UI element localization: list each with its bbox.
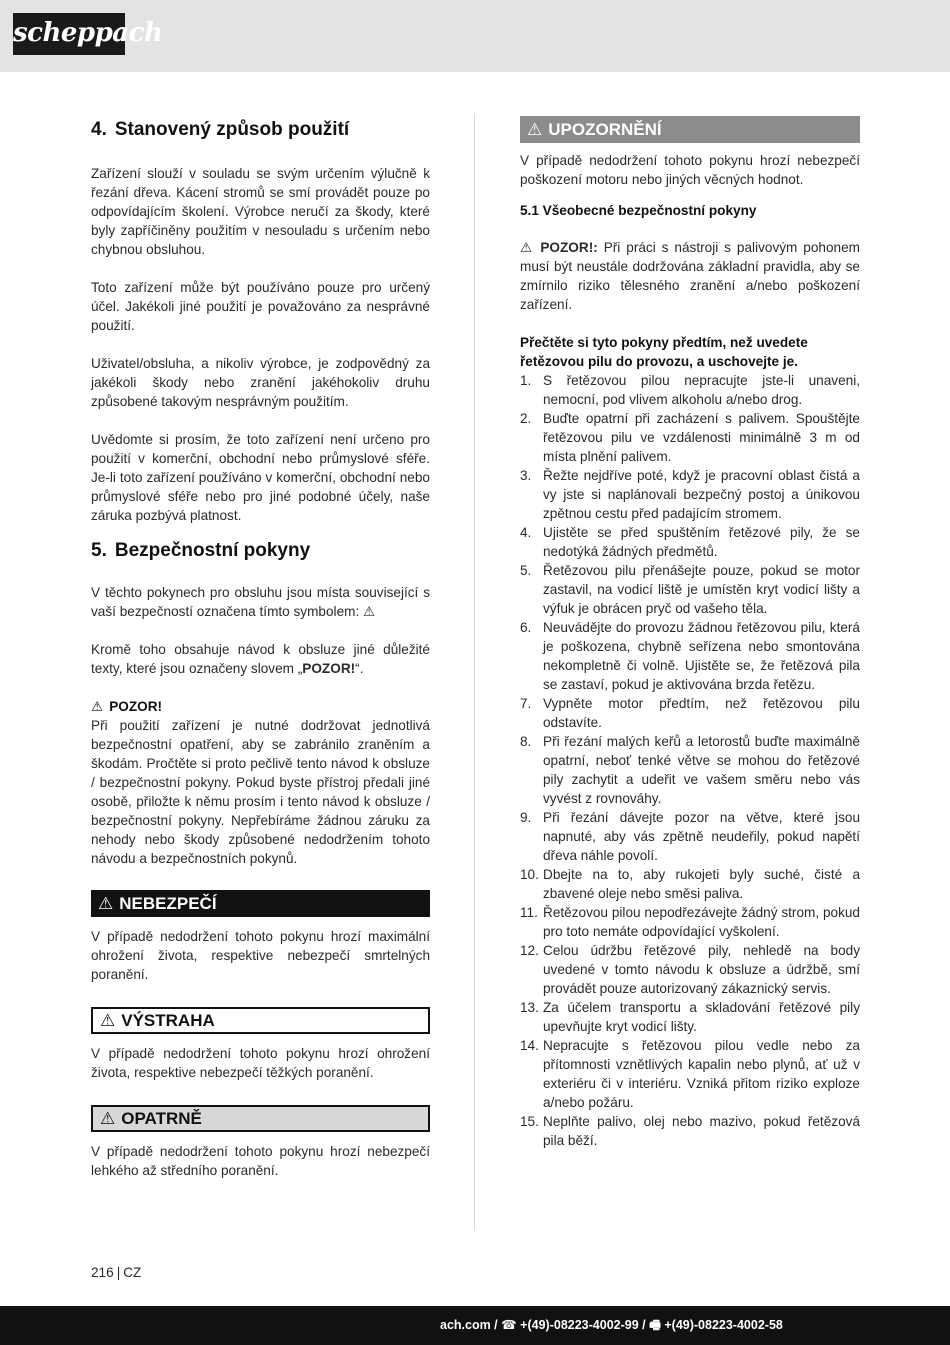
- intended-use-paragraph-4: Uvědomte si prosím, že toto zařízení není určeno pro použití v komerční, obchodní nebo průmyslové sféře. Je-li toto zařízení používáno v komerční, obchodní nebo průmyslové sféře nebo pro jiné podobné účely, naše záruka pozbývá platnost.: [91, 432, 430, 523]
- safety-rule-item: [520, 694, 860, 732]
- safety-rule-number: 12.: [520, 943, 539, 958]
- warning-triangle-icon: ⚠: [527, 120, 543, 139]
- safety-rule-item: [520, 998, 860, 1036]
- safety-rule-text: Buďte opatrní při zacházení s palivem. Spouštějte řetězovou pilu ve vzdálenosti minimálně 3 m od místa plnění palivem.: [543, 411, 860, 464]
- safety-rule-item: [520, 808, 860, 865]
- safety-rule-text: Řetězovou pilu přenášejte pouze, pokud se motor zastavil, na vodicí liště je umístěn kryt vodicí lišty a výfuk je obrácen pryč od vašeho těla.: [543, 563, 860, 616]
- warning-triangle-icon: ⚠: [91, 699, 104, 714]
- intended-use-paragraph-3: Uživatel/obsluha, a nikoliv výrobce, je zodpovědný za jakékoli škody nebo zranění jakéhokoliv druhu způsobené takovým nesprávným použitím.: [91, 356, 430, 409]
- safety-rule-item: [520, 903, 860, 941]
- general-pozor-paragraph: [520, 238, 860, 314]
- safety-rule-text: S řetězovou pilou nepracujte jste-li unaveni, nemocní, pod vlivem alkoholu a/nebo drog.: [543, 373, 860, 407]
- pozor-paragraph: Při použití zařízení je nutné dodržovat jednotlivá bezpečnostní opatření, aby se zabránilo zraněním a škodám. Pročtěte si proto pečlivě tento návod k obsluze / bezpečnostní pokyny. Pokud byste přístroj předali jiné osobě, přiložte k němu prosím i tento návod k obsluze / bezpečnostní pokyny. Nepřebíráme žádnou záruku za nehody nebo škody způsobené nedodržením tohoto návodu a bezpečnostních pokynů.: [91, 718, 430, 866]
- safety-rule-number: 4.: [520, 525, 532, 540]
- warning-triangle-icon: ⚠: [100, 1109, 116, 1128]
- contact-info: ach.com / ☎ +(49)-08223-4002-99 / 🖷 +(49)-08223-4002-58: [440, 1318, 783, 1332]
- page-number: 216: [91, 1265, 114, 1280]
- right-column: [520, 114, 860, 1150]
- nebezpeci-label: NEBEZPEČÍ: [119, 894, 217, 913]
- section-4-title: Stanovený způsob použití: [114, 119, 350, 140]
- safety-rule-number: 7.: [520, 696, 532, 711]
- opatrne-label: OPATRNĚ: [121, 1109, 202, 1128]
- nebezpeci-paragraph: V případě nedodržení tohoto pokynu hrozí maximální ohrožení života, respektive nebezpečí smrtelných poranění.: [91, 929, 430, 982]
- read-first-heading: Přečtěte si tyto pokyny předtím, než uvedete řetězovou pilu do provozu, a uschovejte je.: [520, 335, 808, 369]
- vystraha-paragraph: V případě nedodržení tohoto pokynu hrozí ohrožení života, respektive nebezpečí těžkých poranění.: [91, 1046, 430, 1080]
- safety-rule-text: Celou údržbu řetězové pily, nehledě na body uvedené v tomto návodu k obsluze a údržbě, smí provádět pouze autorizovaný zákaznický servis.: [543, 943, 860, 996]
- safety-symbol-paragraph: V těchto pokynech pro obsluhu jsou místa související s vaší bezpečností označena tímto symbolem: ⚠: [91, 585, 430, 619]
- general-pozor-label: POZOR!:: [540, 240, 598, 255]
- safety-rule-number: 1.: [520, 373, 532, 388]
- upozorneni-banner: [520, 116, 860, 143]
- safety-rule-item: [520, 371, 860, 409]
- pozor-word-text-end: “.: [355, 661, 364, 676]
- warning-triangle-icon: ⚠: [520, 240, 535, 255]
- section-5-number: 5.: [91, 540, 107, 561]
- warning-triangle-icon: ⚠: [98, 894, 114, 913]
- intended-use-paragraph-1: Zařízení slouží v souladu se svým určením výlučně k řezání dřeva. Kácení stromů se smí provádět pouze po odpovídajícím školení. Výrobce neručí za škody, které byly zapříčiněny použitím v nesouladu s určením nebo chybnou obsluhou.: [91, 166, 430, 257]
- general-pozor-text: Při práci s nástroji s palivovým pohonem musí být neustále dodržována základní pravidla, aby se zmírnilo riziko tělesného zranění a/nebo poškození zařízení.: [520, 240, 860, 312]
- safety-rule-number: 9.: [520, 810, 532, 825]
- safety-rule-number: 6.: [520, 620, 532, 635]
- safety-rule-number: 5.: [520, 563, 532, 578]
- scheppach-logo: scheppach: [13, 13, 125, 55]
- safety-rule-text: Ujistěte se před spuštěním řetězové pily, že se nedotýká žádných předmětů.: [543, 525, 860, 559]
- safety-rule-number: 10.: [520, 867, 539, 882]
- safety-rule-text: Při řezání malých keřů a letorostů buďte maximálně opatrní, neboť tenké větve se mohou do řetězové pily zachytit a udeřit ve vašem směru nebo vás vyvést z rovnováhy.: [543, 734, 860, 806]
- safety-rule-text: Řežte nejdříve poté, když je pracovní oblast čistá a vy jste si naplánovali bezpečný postoj a únikovou zpětnou cestu před padajícím stromem.: [543, 468, 860, 521]
- section-4-number: 4.: [91, 119, 107, 140]
- safety-rule-text: Dbejte na to, aby rukojeti byly suché, čisté a zbavené oleje nebo směsi paliva.: [543, 867, 860, 901]
- safety-rule-number: 2.: [520, 411, 532, 426]
- safety-rule-number: 14.: [520, 1038, 539, 1053]
- safety-rule-item: [520, 865, 860, 903]
- left-column: [91, 114, 430, 1199]
- opatrne-paragraph: V případě nedodržení tohoto pokynu hrozí nebezpečí lehkého až středního poranění.: [91, 1144, 430, 1178]
- section-5-title: Bezpečnostní pokyny: [114, 540, 311, 561]
- warning-triangle-icon: ⚠: [100, 1011, 116, 1030]
- pozor-word-bold: POZOR!: [302, 661, 356, 676]
- pozor-word-paragraph: [91, 640, 430, 678]
- page-header: [0, 0, 950, 72]
- safety-rule-item: [520, 618, 860, 694]
- safety-rule-text: Vypněte motor předtím, než řetězovou pilu odstavíte.: [543, 696, 860, 730]
- intended-use-paragraph-2: Toto zařízení může být používáno pouze pro určený účel. Jakékoli jiné použití je považováno za nesprávné použití.: [91, 280, 430, 333]
- safety-rule-text: Při řezání dávejte pozor na větve, které jsou napnuté, aby vás zpětně neudeřily, pokud napětí dřeva náhle povolí.: [543, 810, 860, 863]
- page-separator: |: [116, 1265, 121, 1280]
- safety-rule-text: Neplňte palivo, olej nebo mazivo, pokud řetězová pila běží.: [543, 1114, 860, 1148]
- safety-rule-number: 3.: [520, 468, 532, 483]
- pozor-heading: [91, 697, 430, 716]
- safety-rule-item: [520, 941, 860, 998]
- pozor-word-text-start: Kromě toho obsahuje návod k obsluze jiné důležité texty, které jsou označeny slovem „: [91, 642, 430, 676]
- section-4-heading: [91, 118, 430, 142]
- safety-rule-number: 13.: [520, 1000, 539, 1015]
- safety-rule-text: Řetězovou pilou nepodřezávejte žádný strom, pokud pro toto nemáte odpovídající vyškolení.: [543, 905, 860, 939]
- upozorneni-paragraph: V případě nedodržení tohoto pokynu hrozí nebezpečí poškození motoru nebo jiných věcných hodnot.: [520, 153, 860, 187]
- safety-rules-list: [520, 371, 860, 1150]
- column-divider: [474, 114, 475, 1230]
- safety-rule-item: [520, 1036, 860, 1112]
- footer-contact-text: [156, 1316, 856, 1334]
- upozorneni-label: UPOZORNĚNÍ: [548, 120, 662, 139]
- safety-rule-item: [520, 523, 860, 561]
- language-code: CZ: [123, 1265, 142, 1280]
- section-5-1-heading: 5.1 Všeobecné bezpečnostní pokyny: [520, 203, 757, 218]
- pozor-label: POZOR!: [109, 699, 163, 714]
- safety-rule-item: [520, 561, 860, 618]
- nebezpeci-banner: [91, 890, 430, 917]
- safety-rule-number: 11.: [520, 905, 538, 920]
- safety-rule-item: [520, 732, 860, 808]
- safety-rule-text: Nepracujte s řetězovou pilou vedle nebo za přítomnosti vznětlivých kapalin nebo plynů, ať už v exteriéru či v interiéru. Vzniká přitom riziko exploze a/nebo požáru.: [543, 1038, 860, 1110]
- safety-rule-item: [520, 409, 860, 466]
- safety-rule-item: [520, 466, 860, 523]
- page-footer-number: [91, 1265, 141, 1280]
- opatrne-banner: [91, 1105, 430, 1132]
- vystraha-banner: [91, 1007, 430, 1034]
- safety-rule-text: Neuvádějte do provozu žádnou řetězovou pilu, která je poškozena, chybně seřízena nebo smontována nekompletně či volně. Ujistěte se, že řetězová pila se zastaví, pokud je aktivována brzda řetězu.: [543, 620, 860, 692]
- vystraha-label: VÝSTRAHA: [121, 1011, 215, 1030]
- section-5-heading: [91, 539, 430, 563]
- safety-rule-text: Za účelem transportu a skladování řetězové pily upevňujte kryt vodicí lišty.: [543, 1000, 860, 1034]
- safety-rule-number: 15.: [520, 1114, 539, 1129]
- safety-rule-item: [520, 1112, 860, 1150]
- safety-rule-number: 8.: [520, 734, 532, 749]
